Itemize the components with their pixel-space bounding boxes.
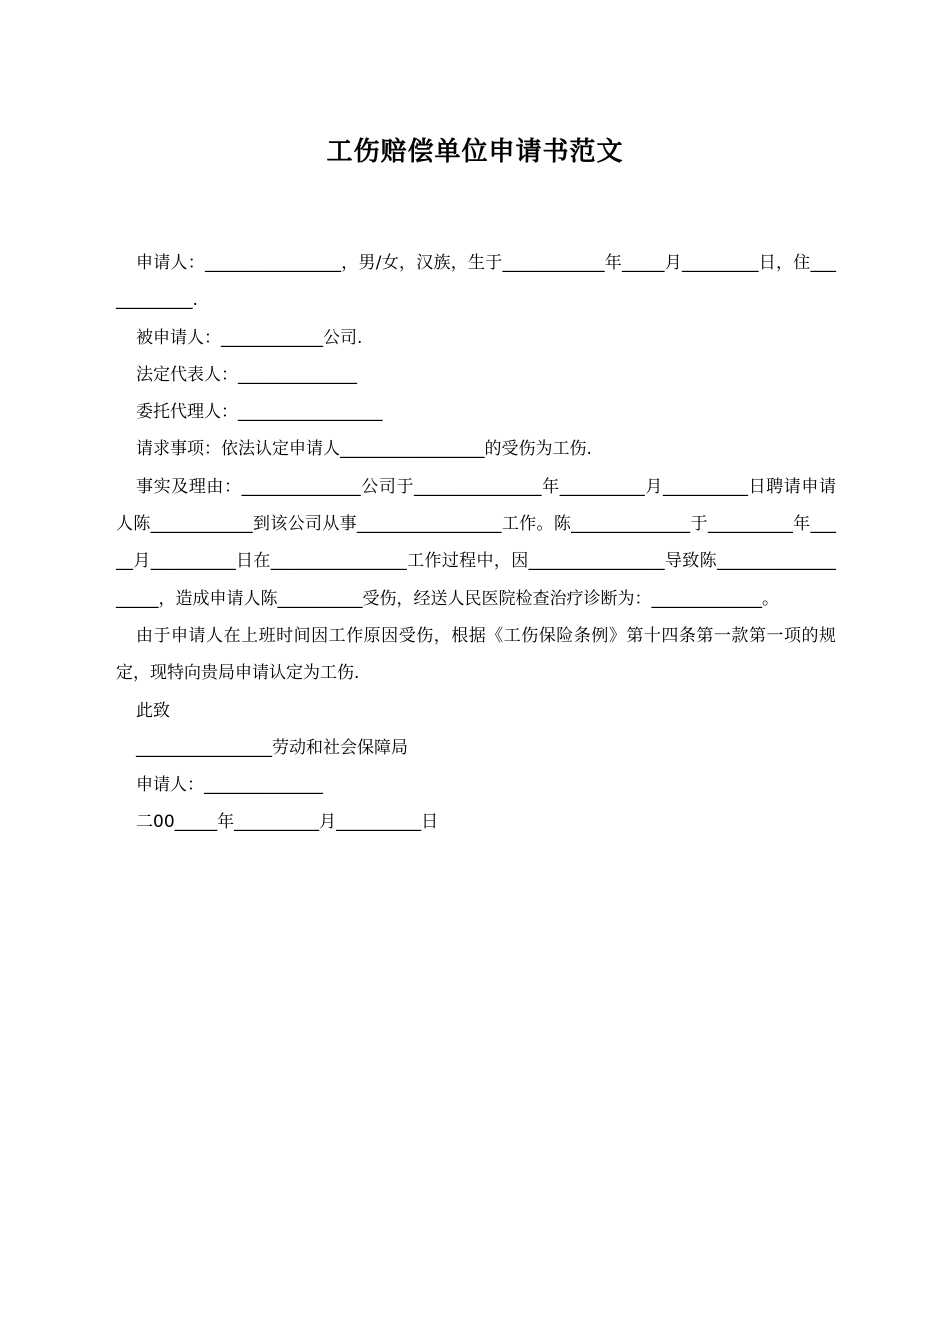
paragraph-recipient-bureau: ________________劳动和社会保障局 <box>136 737 408 758</box>
paragraph-facts-and-reasons: 事实及理由：______________公司于_______________年__________月__________日聘请申请人陈____________到该公司从事_________________工作。陈______________于__________年_____月__________日在________________工作过程中，因________________导致陈___________________，造成申请人陈__________受伤，经送人民医院检查治疗诊断为：_____________。 <box>116 476 836 609</box>
paragraph-respondent: 被申请人：____________公司. <box>136 327 363 348</box>
paragraph-legal-representative: 法定代表人：______________ <box>136 364 357 385</box>
paragraph-date: 二00_____年__________月__________日 <box>136 812 439 833</box>
paragraph-agent: 委托代理人：_________________ <box>136 402 383 423</box>
paragraph-applicant-info: 申请人：________________，男/女，汉族，生于____________年_____月_________日，住____________. <box>116 253 836 311</box>
paragraph-signature: 申请人：______________ <box>136 775 323 796</box>
paragraph-request: 请求事项：依法认定申请人_________________的受伤为工伤. <box>136 439 592 460</box>
paragraph-salutation: 此致 <box>136 700 170 721</box>
paragraph-legal-basis: 由于申请人在上班时间因工作原因受伤，根据《工伤保险条例》第十四条第一款第一项的规定，现特向贵局申请认定为工伤. <box>116 625 836 684</box>
document-body <box>116 245 836 842</box>
document-title: 工伤赔偿单位申请书范文 <box>326 137 624 167</box>
